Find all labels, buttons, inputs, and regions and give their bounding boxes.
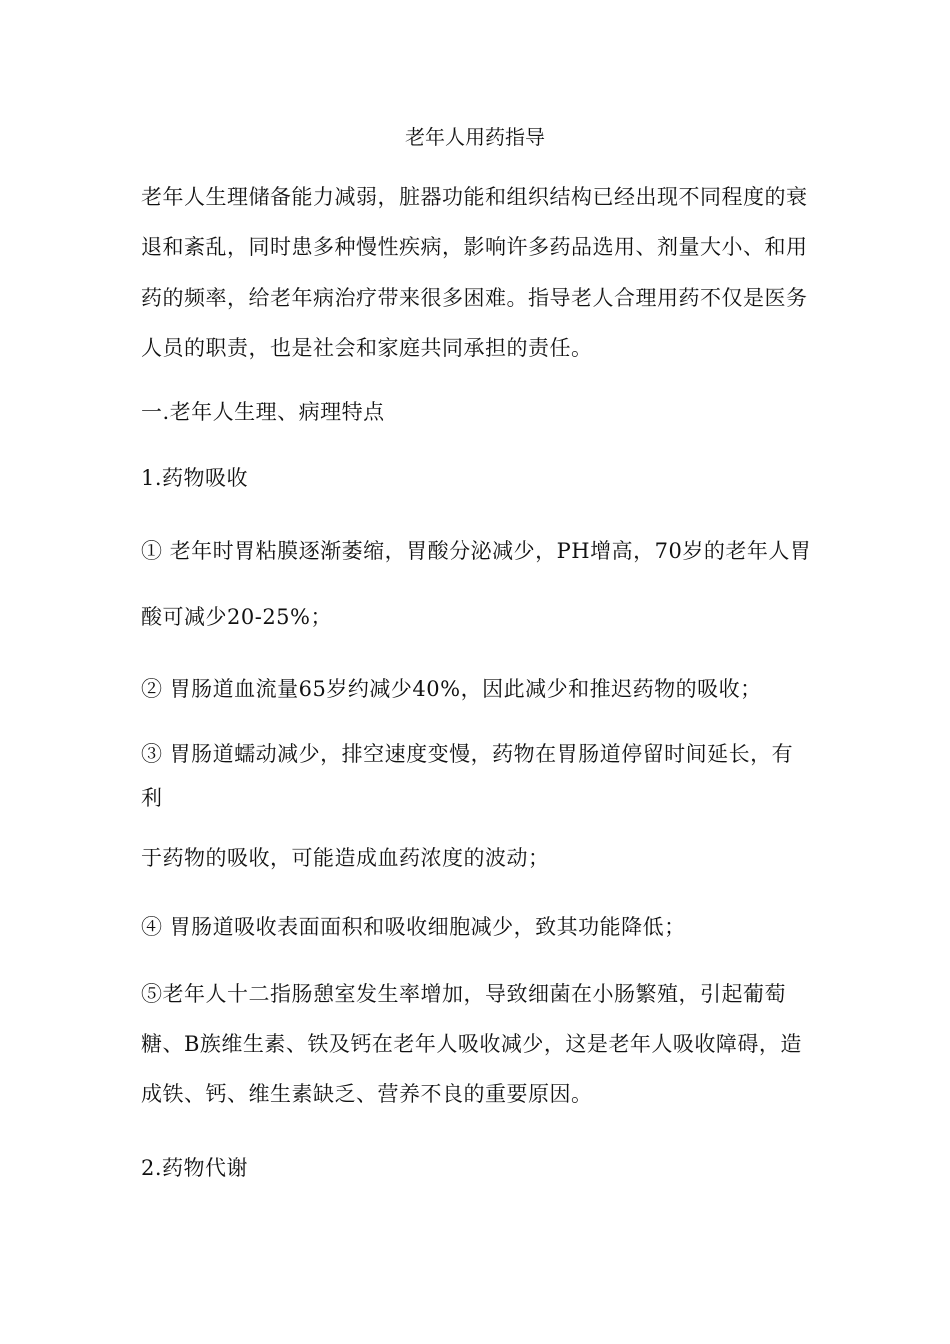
list-item: 利 — [141, 786, 163, 810]
subsection-heading: 1.药物吸收 — [141, 466, 249, 490]
list-item: 糖、B族维生素、铁及钙在老年人吸收减少，这是老年人吸收障碍，造 — [141, 1032, 802, 1056]
document-title: 老年人用药指导 — [405, 125, 545, 149]
subsection-heading: 2.药物代谢 — [141, 1156, 249, 1180]
list-item: 于药物的吸收，可能造成血药浓度的波动； — [141, 846, 550, 870]
list-item: 酸可减少20-25%； — [141, 605, 332, 629]
intro-line: 药的频率，给老年病治疗带来很多困难。指导老人合理用药不仅是医务 — [141, 286, 808, 310]
intro-line: 人员的职责，也是社会和家庭共同承担的责任。 — [141, 336, 593, 360]
intro-line: 老年人生理储备能力减弱，脏器功能和组织结构已经出现不同程度的衰 — [141, 185, 808, 209]
list-item: ③ 胃肠道蠕动减少，排空速度变慢，药物在胃肠道停留时间延长，有 — [141, 742, 794, 766]
list-item: ⑤老年人十二指肠憩室发生率增加，导致细菌在小肠繁殖，引起葡萄 — [141, 982, 786, 1006]
list-item: ① 老年时胃粘膜逐渐萎缩，胃酸分泌减少，PH增高，70岁的老年人胃 — [141, 539, 812, 563]
section-heading: 一.老年人生理、病理特点 — [141, 400, 385, 424]
list-item: ② 胃肠道血流量65岁约减少40%，因此减少和推迟药物的吸收； — [141, 677, 762, 701]
list-item: 成铁、钙、维生素缺乏、营养不良的重要原因。 — [141, 1082, 593, 1106]
intro-line: 退和紊乱，同时患多种慢性疾病，影响许多药品选用、剂量大小、和用 — [141, 235, 808, 259]
list-item: ④ 胃肠道吸收表面面积和吸收细胞减少，致其功能降低； — [141, 915, 686, 939]
